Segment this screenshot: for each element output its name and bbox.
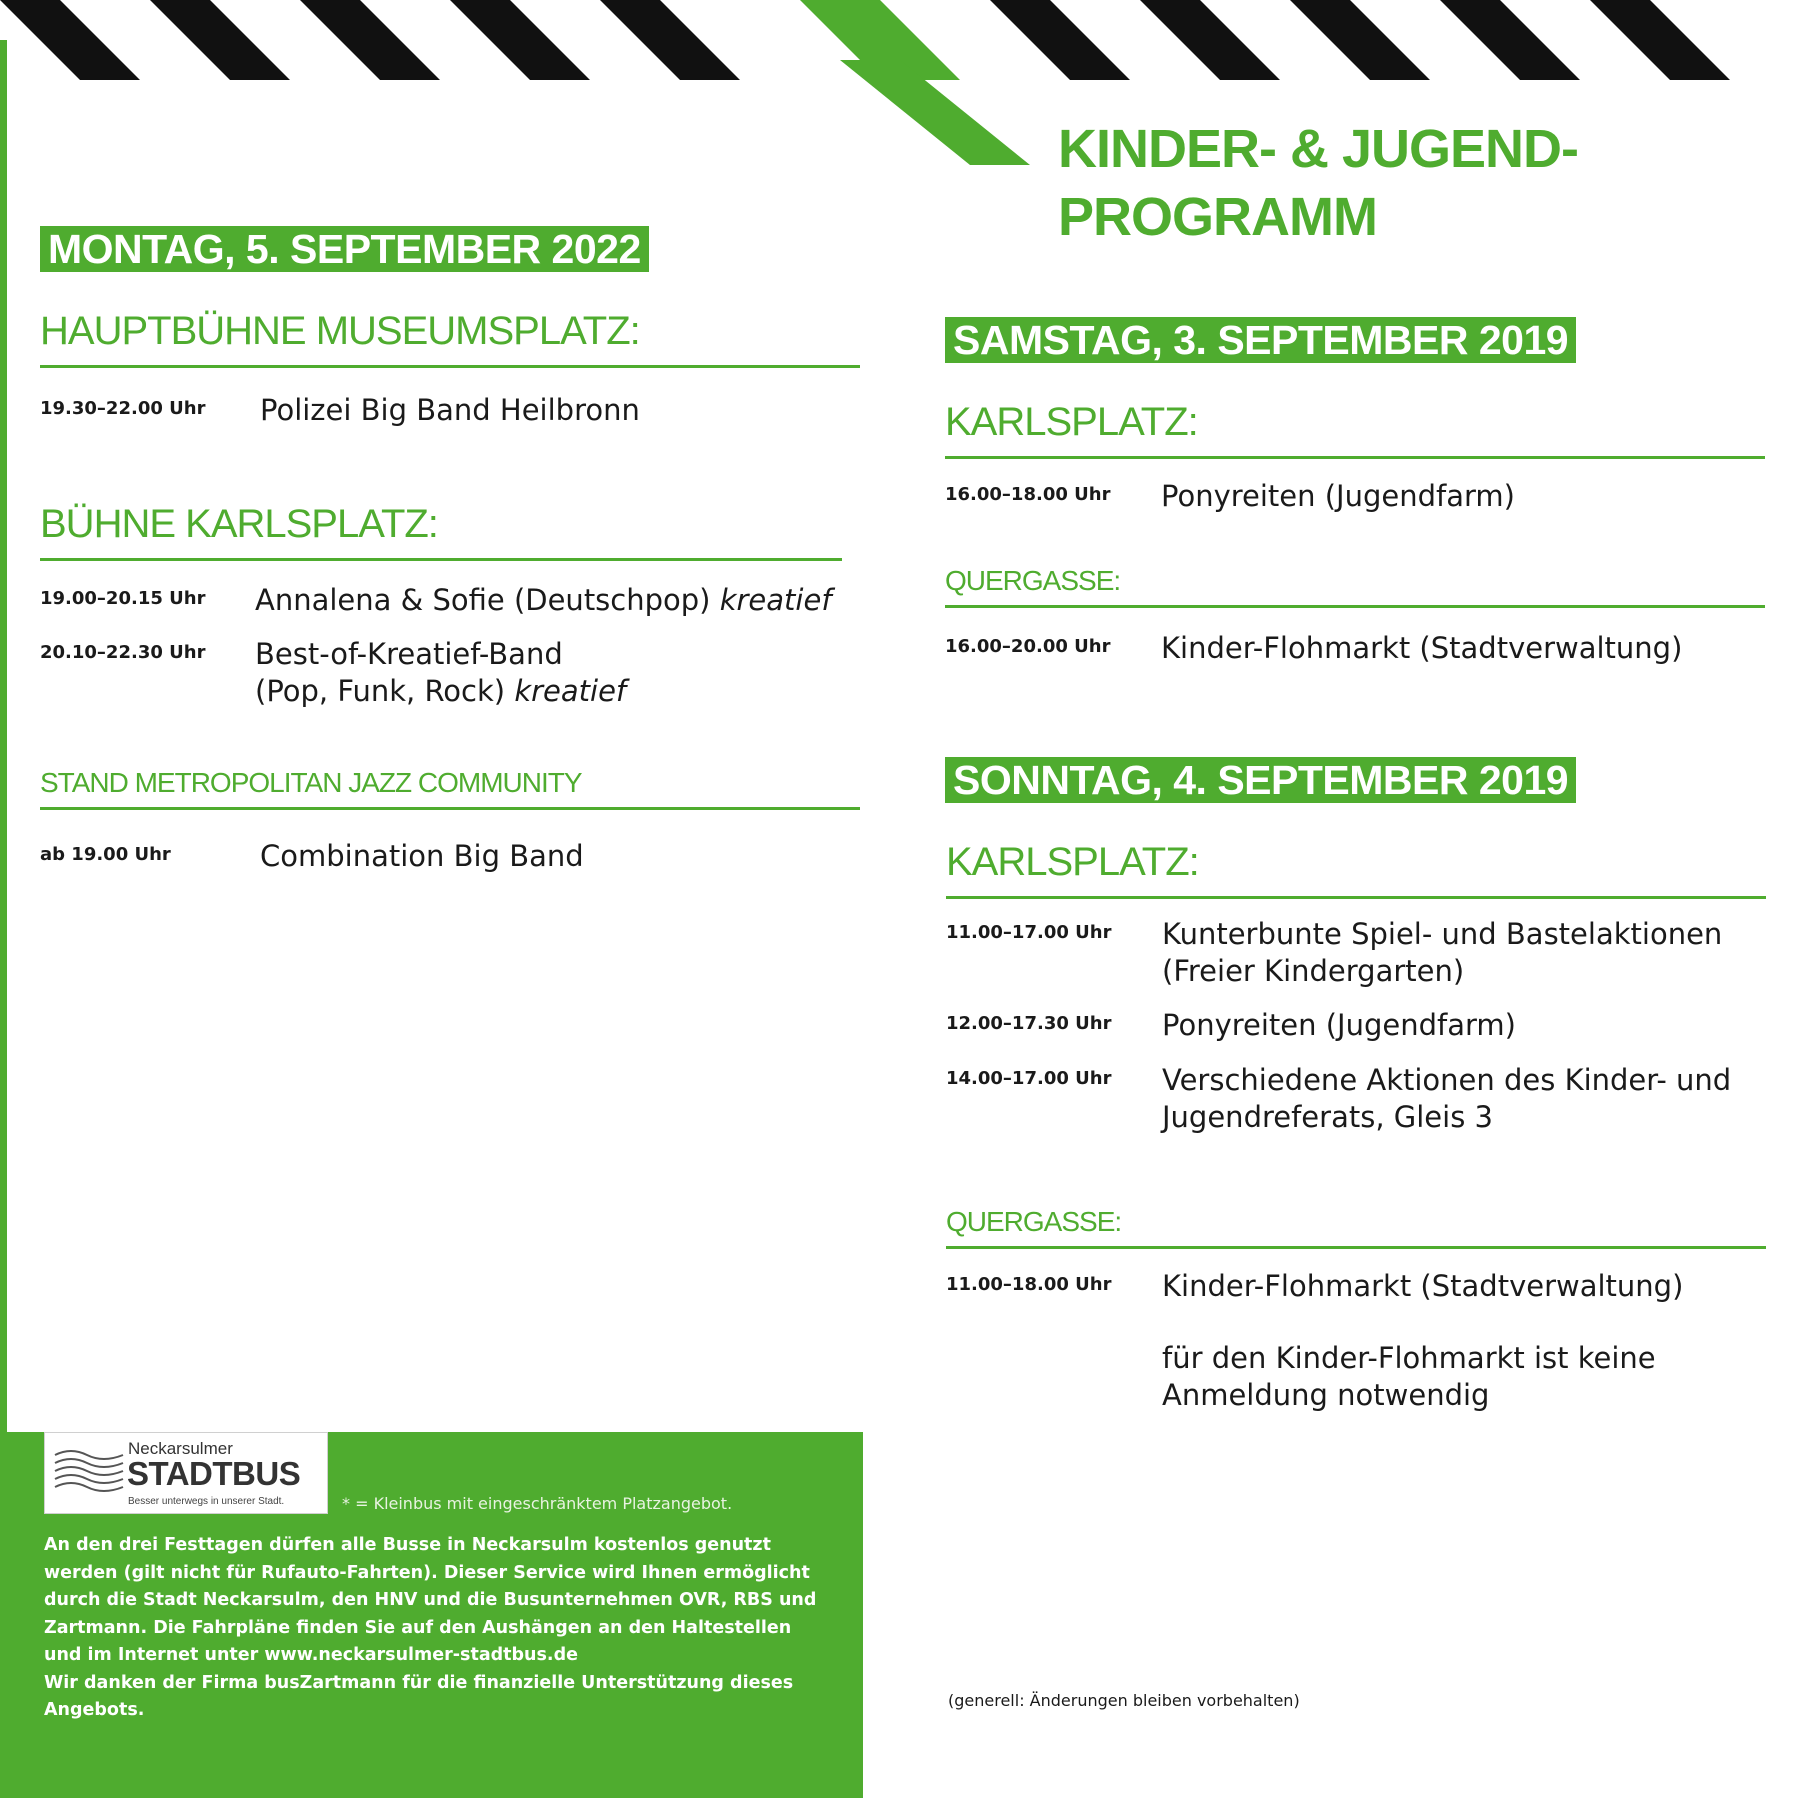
venue-quergasse-sun: QUERGASSE: [946, 1204, 1766, 1249]
bus-info-text: An den drei Festtagen dürfen alle Busse in Neckarsulm kostenlos genutzt werden (gilt nicht für Rufauto-Fahrten). Dieser Service wird Ihnen ermöglicht durch die Stadt Neckarsulm, den HNV und die Busunternehmen OVR, RBS und Zartmann. Die Fahrpläne finden Sie auf den Aushängen an den Haltestellen und im Internet unter www.neckarsulmer-stadtbus.de Wir danken der Firma busZartmann für die finanzielle Unterstützung dieses Angebots. [44, 1535, 817, 1720]
stadtbus-info-box [7, 1432, 863, 1798]
stadtbus-logo: Neckarsulmer STADTBUS Besser unterwegs in unserer Stadt. [44, 1432, 328, 1514]
venue-stand-metropolitan: STAND METROPOLITAN JAZZ COMMUNITY [40, 765, 860, 810]
program-title: KINDER- & JUGEND- PROGRAMM [1058, 119, 1579, 247]
wave-icon [53, 1445, 125, 1495]
venue-hauptbuehne: HAUPTBÜHNE MUSEUMSPLATZ: [40, 307, 860, 368]
day-banner-monday: MONTAG, 5. SEPTEMBER 2022 [40, 226, 649, 272]
footnote: * = Kleinbus mit eingeschränktem Platzangebot. [342, 1494, 733, 1513]
day-banner-sunday: SONNTAG, 4. SEPTEMBER 2019 [945, 757, 1576, 803]
left-green-edge [0, 40, 7, 1798]
green-corner-stripe [840, 60, 1040, 170]
day-banner-saturday: SAMSTAG, 3. SEPTEMBER 2019 [945, 317, 1576, 363]
venue-buehne-karlsplatz: BÜHNE KARLSPLATZ: [40, 500, 842, 561]
disclaimer: (generell: Änderungen bleiben vorbehalten) [948, 1691, 1300, 1710]
venue-karlsplatz-sun: KARLSPLATZ: [946, 838, 1766, 899]
venue-karlsplatz-sat: KARLSPLATZ: [945, 398, 1765, 459]
venue-quergasse-sat: QUERGASSE: [945, 563, 1765, 608]
